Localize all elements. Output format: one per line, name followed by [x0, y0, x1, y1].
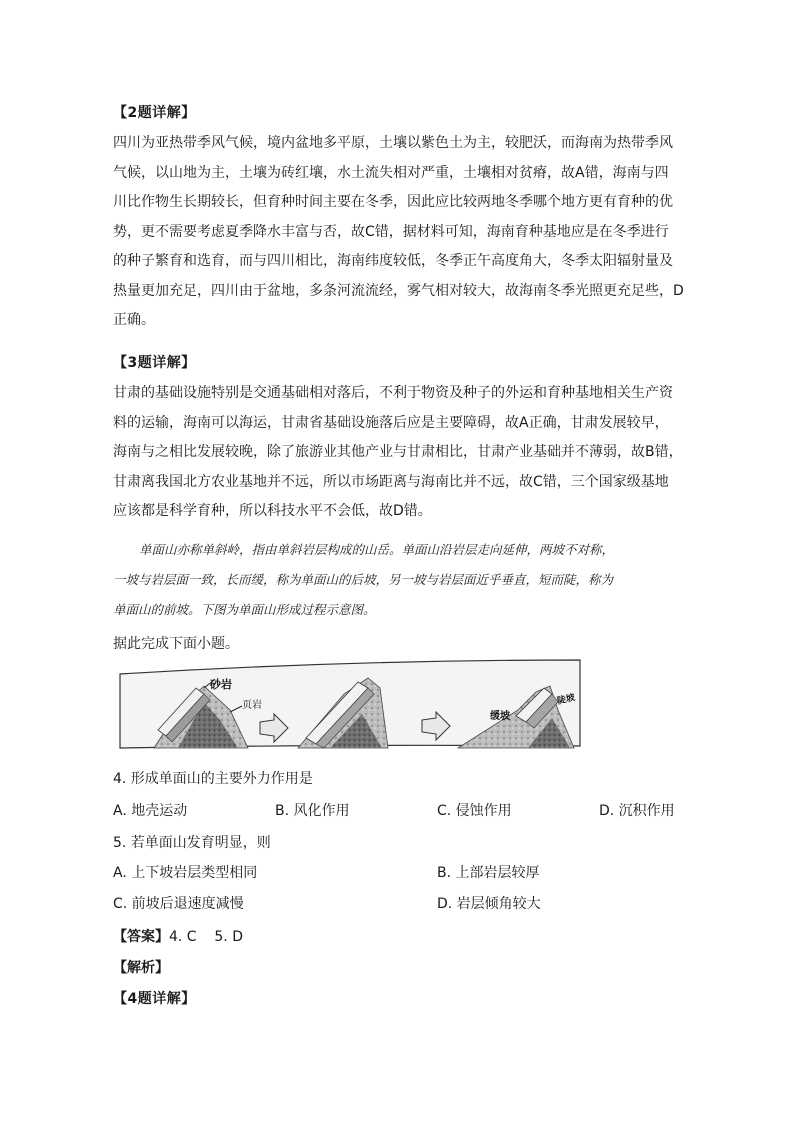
section3-paragraph [113, 379, 681, 527]
monocline-diagram [118, 658, 586, 758]
text-line: 气候，以山地为主，土壤为砖红壤，水土流失相对严重，土壤相对贫瘠，故A错，海南与四 [113, 164, 669, 181]
section2-paragraph [113, 129, 684, 336]
section3-heading: 【3题详解】 [113, 355, 196, 371]
q5-option-d: D. 岩层倾角较大 [437, 896, 541, 912]
monocline-diagram-svg [118, 658, 586, 758]
analysis-label: 【解析】 [113, 960, 169, 976]
shale-label: 页岩 [242, 700, 262, 711]
q4-option-a: A. 地壳运动 [113, 803, 188, 819]
steep-slope-label: 陡坡 [556, 692, 577, 707]
text-line: 甘肃的基础设施特别是交通基础相对落后，不利于物资及种子的外运和育种基地相关生产资 [113, 385, 673, 401]
q4-option-c: C. 侵蚀作用 [437, 803, 512, 819]
text-line: 势，更不需要考虑夏季降水丰富与否，故C错，据材料可知，海南育种基地应是在冬季进行 [113, 223, 669, 240]
text-line: 料的运输，海南可以海运，甘肃省基础设施落后应是主要障碍，故A正确，甘肃发展较早， [113, 414, 669, 431]
text-line: 一坡与岩层面一致，长而缓，称为单面山的后坡，另一坡与岩层面近乎垂直，短而陡，称为 [113, 572, 614, 587]
q5-stem: 5. 若单面山发育明显，则 [113, 835, 271, 851]
sandstone-label: 砂岩 [210, 678, 232, 691]
text-line: 热量更加充足，四川由于盆地，多条河流流经，雾气相对较大，故海南冬季光照更充足些，D [113, 282, 684, 299]
text-line: 单面山的前坡。下图为单面山形成过程示意图。 [113, 602, 376, 617]
q4-option-b: B. 风化作用 [275, 803, 350, 819]
answer-label: 【答案】 [113, 929, 169, 945]
gentle-slope-label: 缓坡 [490, 711, 510, 722]
material-paragraph [113, 535, 681, 625]
answer-row [113, 926, 243, 946]
text-line: 单面山亦称单斜岭，指由单斜岩层构成的山岳。单面山沿岩层走向延伸，两坡不对称， [139, 542, 615, 557]
text-line: 甘肃离我国北方农业基地并不远，所以市场距离与海南比并不远，故C错，三个国家级基地 [113, 473, 669, 490]
material-prompt: 据此完成下面小题。 [113, 636, 239, 652]
q4-option-d: D. 沉积作用 [599, 803, 675, 819]
text-line: 四川为亚热带季风气候，境内盆地多平原，土壤以紫色土为主，较肥沃，而海南为热带季风 [113, 135, 673, 151]
answer-text: 4. C 5. D [169, 929, 243, 945]
section4-heading: 【4题详解】 [113, 991, 196, 1007]
text-line: 海南与之相比发展较晚，除了旅游业其他产业与甘肃相比，甘肃产业基础并不薄弱，故B错， [113, 444, 683, 460]
text-line: 川比作物生长期较长，但育种时间主要在冬季，因此应比较两地冬季哪个地方更有育种的优 [113, 194, 673, 210]
text-line: 正确。 [113, 312, 155, 328]
text-line: 应该都是科学育种，所以科技水平不会低，故D错。 [113, 503, 432, 519]
q5-option-b: B. 上部岩层较厚 [437, 865, 540, 881]
text-line: 的种子繁育和选育，而与四川相比，海南纬度较低，冬季正午高度角大，冬季太阳辐射量及 [113, 253, 673, 269]
q5-option-a: A. 上下坡岩层类型相同 [113, 865, 258, 881]
q5-option-c: C. 前坡后退速度减慢 [113, 896, 244, 912]
q4-stem: 4. 形成单面山的主要外力作用是 [113, 771, 313, 787]
section2-heading: 【2题详解】 [113, 105, 196, 121]
